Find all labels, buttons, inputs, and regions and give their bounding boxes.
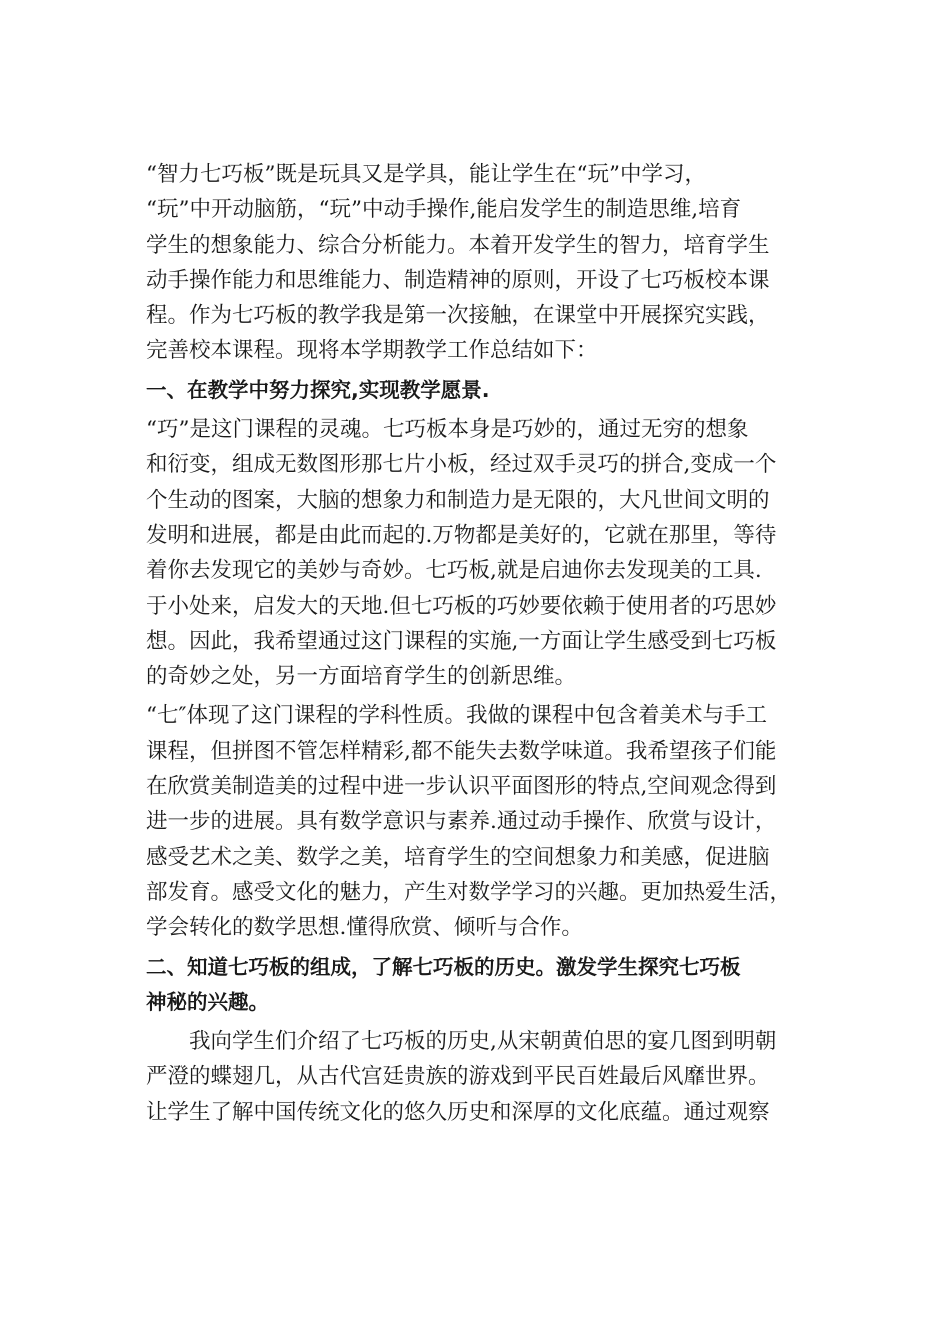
text-line: “智力七巧板”既是玩具又是学具，能让学生在“玩”中学习， [146,162,706,187]
text-line: 在欣赏美制造美的过程中进一步认识平面图形的特点,空间观念得到 [146,774,777,800]
text-line: “玩”中开动脑筋，“玩”中动手操作,能启发学生的制造思维,培育 [146,197,742,223]
history-paragraph [146,1024,810,1130]
text-line: 学会转化的数学思想.懂得欣赏、倾听与合作。 [146,915,583,941]
text-line: 和衍变，组成无数图形那七片小板，经过双手灵巧的拼合,变成一个 [146,452,777,478]
text-line: 着你去发现它的美妙与奇妙。七巧板,就是启迪你去发现美的工具. [146,558,762,584]
text-line: 完善校本课程。现将本学期教学工作总结如下： [146,338,598,364]
text-line: 我向学生们介绍了七巧板的历史,从宋朝黄伯思的宴几图到明朝 [189,1029,777,1055]
text-line: 的奇妙之处，另一方面培育学生的创新思维。 [146,664,577,690]
text-line: 感受艺术之美、数学之美，培育学生的空间想象力和美感，促进脑 [146,844,770,870]
text-line: 进一步的进展。具有数学意识与素养.通过动手操作、欣赏与设计， [146,809,777,835]
text-line: 部发育。感受文化的魅力，产生对数学学习的兴趣。更加热爱生活， [146,879,792,905]
text-line: 严澄的蝶翅几，从古代宫廷贵族的游戏到平民百姓最后风靡世界。 [146,1064,770,1090]
text-line: 学生的想象能力、综合分析能力。本着开发学生的智力，培育学生 [146,232,770,258]
section-heading-2 [146,950,810,1021]
text-line: 发明和进展，都是由此而起的.万物都是美好的，它就在那里，等待 [146,522,777,548]
intro-paragraph [146,157,810,369]
text-line: 个生动的图案，大脑的想象力和制造力是无限的，大凡世间文明的 [146,487,770,513]
text-line: 动手操作能力和思维能力、制造精神的原则，开设了七巧板校本课 [146,267,770,293]
text-line: 想。因此，我希望通过这门课程的实施,一方面让学生感受到七巧板 [146,628,777,654]
text-line: 程。作为七巧板的教学我是第一次接触，在课堂中开展探究实践， [146,303,770,329]
text-line: “巧”是这门课程的灵魂。七巧板本身是巧妙的，通过无穷的想象 [146,417,749,443]
section-heading-1 [146,373,810,408]
qiao-paragraph [146,412,810,694]
heading-line: 神秘的兴趣。 [146,989,269,1014]
text-line: 课程，但拼图不管怎样精彩,都不能失去数学味道。我希望孩子们能 [146,738,777,764]
qi-paragraph [146,698,810,945]
text-line: “七″体现了这门课程的学科性质。我做的课程中包含着美术与手工 [146,703,768,729]
document-body [146,157,810,1130]
heading-line: 二、知道七巧板的组成，了解七巧板的历史。激发学生探究七巧板 [146,954,741,979]
text-line: 让学生了解中国传统文化的悠久历史和深厚的文化底蕴。通过观察 [146,1099,770,1125]
heading-line: 一、在教学中努力探究,实现教学愿景. [146,377,490,402]
text-line: 于小处来，启发大的天地.但七巧板的巧妙要依赖于使用者的巧思妙 [146,593,777,619]
